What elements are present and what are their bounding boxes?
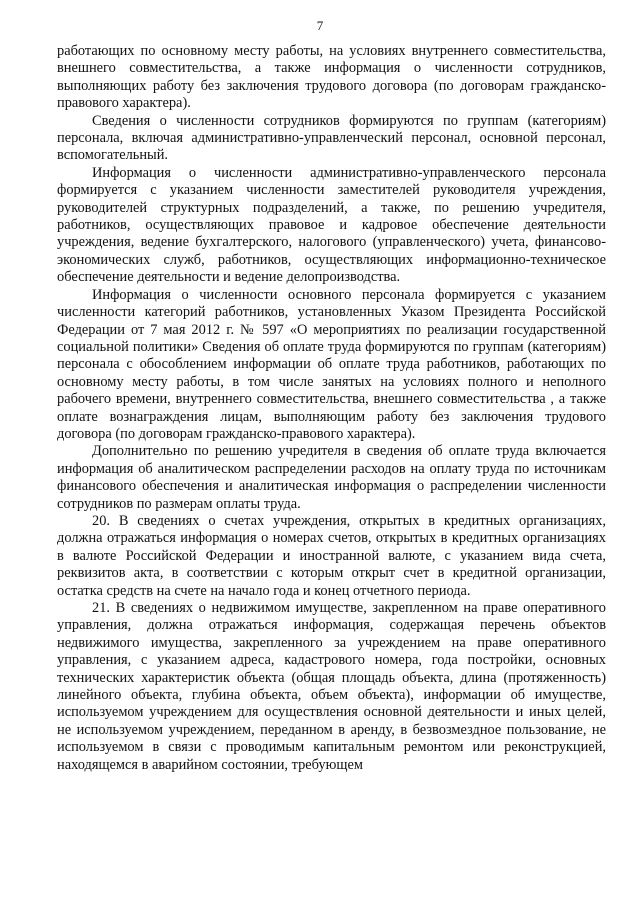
paragraph-main-staff: Информация о численности основного персонала формируется с указанием численности категорий работников, установленных Указом Президента Российской Федерации от 7 мая 2012 г. № 597 «О мероприятиях по реализации государственной социальной политики» Сведения об оплате труда формируются по группам (категориям) персонала с обособлением информации об оплате труда работников, работающих по основному месту работы, в том числе занятых на условиях полного и неполного рабочего времени, внутреннего совместительства, внешнего совместительства , а также оплате вознаграждения лицам, выполняющим работу без заключения трудового договора (по договорам гражданско-правового характера). bbox=[57, 286, 606, 442]
page-number: 7 bbox=[316, 18, 324, 33]
paragraph-admin-staff: Информация о численности административно-управленческого персонала формируется с указанием численности заместителей руководителя учреждения, руководителей структурных подразделений, а также, по решению учредителя, работников, осуществляющих правовое и кадровое обеспечение деятельности учреждения, ведение бухгалтерского, налогового (управленческого) учета, финансово-экономических служб, работников, осуществляющих информационно-техническое обеспечение деятельности и ведение делопроизводства. bbox=[57, 164, 606, 286]
document-body bbox=[57, 43, 606, 774]
paragraph-item-20: 20. В сведениях о счетах учреждения, открытых в кредитных организациях, должна отражаться информация о номерах счетов, открытых в кредитных организациях в валюте Российской Федерации и иностранной валюте, с указанием вида счета, реквизитов акта, в соответствии с которым открыт счет в кредитной организации, остатка средств на счете на начало года и конец отчетного периода. bbox=[57, 512, 606, 599]
paragraph-continuation: работающих по основному месту работы, на условиях внутреннего совместительства, внешнего совместительства, а также информация о численности сотрудников, выполняющих работу без заключения трудового договора (по договорам гражданско-правового характера). bbox=[57, 43, 606, 112]
paragraph-additional-info: Дополнительно по решению учредителя в сведения об оплате труда включается информация об аналитическом распределении расходов на оплату труда по источникам финансового обеспечения и аналитическая информация о распределении численности сотрудников по размерам оплаты труда. bbox=[57, 443, 606, 512]
paragraph-item-21: 21. В сведениях о недвижимом имуществе, закрепленном на праве оперативного управления, должна отражаться информация, содержащая перечень объектов недвижимого имущества, закрепленного за учреждением на праве оперативного управления, с указанием адреса, кадастрового номера, года постройки, основных технических характеристик объекта (общая площадь объекта, длина (протяженность) линейного объекта, глубина объекта, объем объекта), информации об имуществе, используемом учреждением для осуществления основной деятельности и иных целей, не используемом учреждением, переданном в аренду, в безвозмездное пользование, не используемом в связи с проводимым капитальным ремонтом или реконструкцией, находящемся в аварийном состоянии, требующем bbox=[57, 600, 606, 773]
paragraph-staff-groups: Сведения о численности сотрудников формируются по группам (категориям) персонала, включая административно-управленческий персонал, основной персонал, вспомогательный. bbox=[57, 112, 606, 164]
